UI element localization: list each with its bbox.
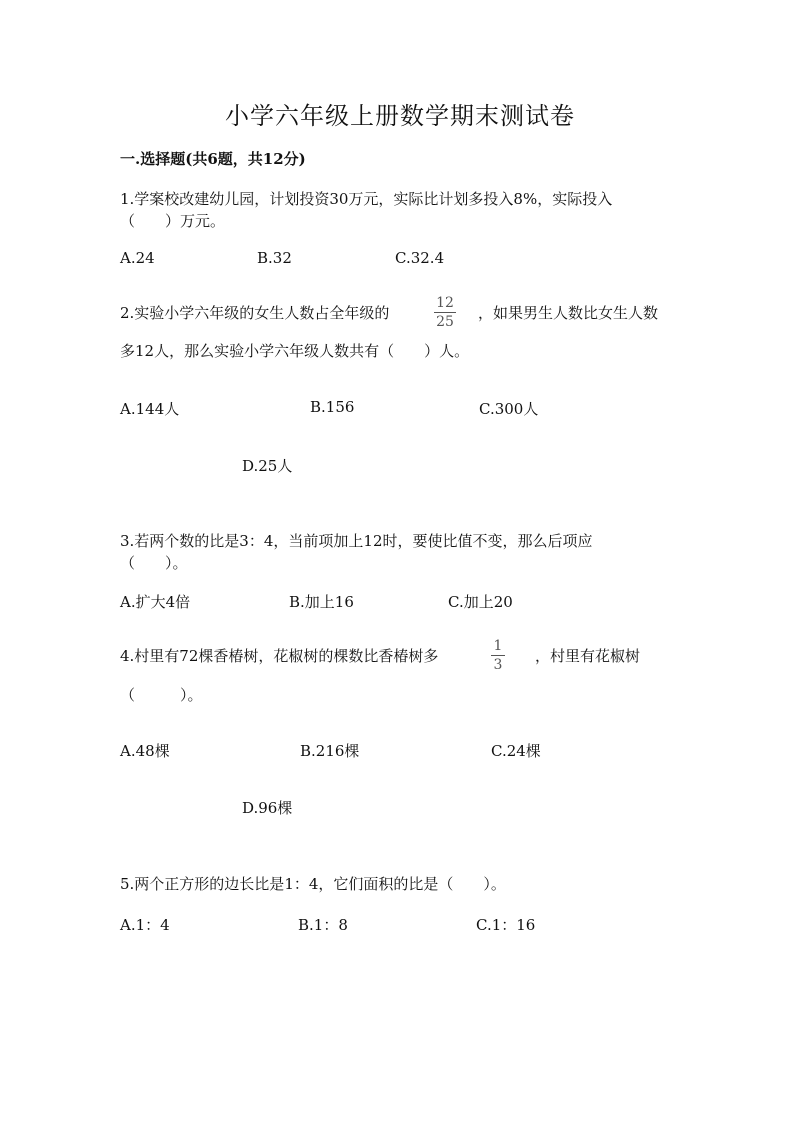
question-5-option-c: C.1：16	[476, 916, 536, 934]
question-2-option-a: A.144人	[120, 400, 180, 418]
question-1-line-2: （ ）万元。	[120, 212, 226, 230]
question-4-option-b: B.216棵	[300, 742, 360, 760]
fraction-numerator: 12	[436, 295, 454, 311]
question-5-line-1: 5.两个正方形的边长比是1：4，它们面积的比是（ ）。	[120, 875, 506, 893]
question-1-option-c: C.32.4	[395, 249, 445, 267]
question-4-line-1-before: 4.村里有72棵香椿树，花椒树的棵数比香椿树多	[120, 647, 439, 665]
question-4-option-a: A.48棵	[120, 742, 170, 760]
fraction-bar	[491, 655, 505, 656]
question-4-fraction	[491, 639, 505, 672]
question-5-option-b: B.1：8	[298, 916, 348, 934]
question-4-line-1-after: ，村里有花椒树	[535, 647, 641, 665]
question-2-line-2: 多12人，那么实验小学六年级人数共有（ ）人。	[120, 342, 470, 360]
fraction-denominator: 3	[493, 657, 503, 673]
question-2-option-c: C.300人	[479, 400, 539, 418]
fraction-numerator: 1	[493, 638, 503, 654]
question-2-option-d: D.25人	[242, 457, 293, 475]
question-3-option-a: A.扩大4倍	[120, 593, 191, 611]
question-1-option-a: A.24	[120, 249, 155, 267]
page-title: 小学六年级上册数学期末测试卷	[225, 102, 575, 130]
question-4-line-2: （ ）。	[120, 686, 203, 704]
question-2-line-1-before: 2.实验小学六年级的女生人数占全年级的	[120, 304, 390, 322]
question-3-line-2: （ ）。	[120, 554, 188, 572]
question-1-line-1: 1.学案校改建幼儿园，计划投资30万元，实际比计划多投入8%，实际投入	[120, 190, 613, 208]
section-header: 一.选择题(共6题，共12分)	[120, 150, 306, 168]
question-2-fraction	[434, 296, 456, 329]
question-4-option-d: D.96棵	[242, 799, 293, 817]
question-3-option-c: C.加上20	[448, 593, 513, 611]
fraction-bar	[434, 312, 456, 313]
fraction-denominator: 25	[436, 314, 454, 330]
question-2-line-1-after: ，如果男生人数比女生人数	[478, 304, 659, 322]
question-3-option-b: B.加上16	[289, 593, 354, 611]
question-3-line-1: 3.若两个数的比是3：4，当前项加上12时，要使比值不变，那么后项应	[120, 532, 593, 550]
question-5-option-a: A.1：4	[120, 916, 170, 934]
question-4-option-c: C.24棵	[491, 742, 541, 760]
question-1-option-b: B.32	[257, 249, 292, 267]
question-2-option-b: B.156	[310, 398, 355, 416]
